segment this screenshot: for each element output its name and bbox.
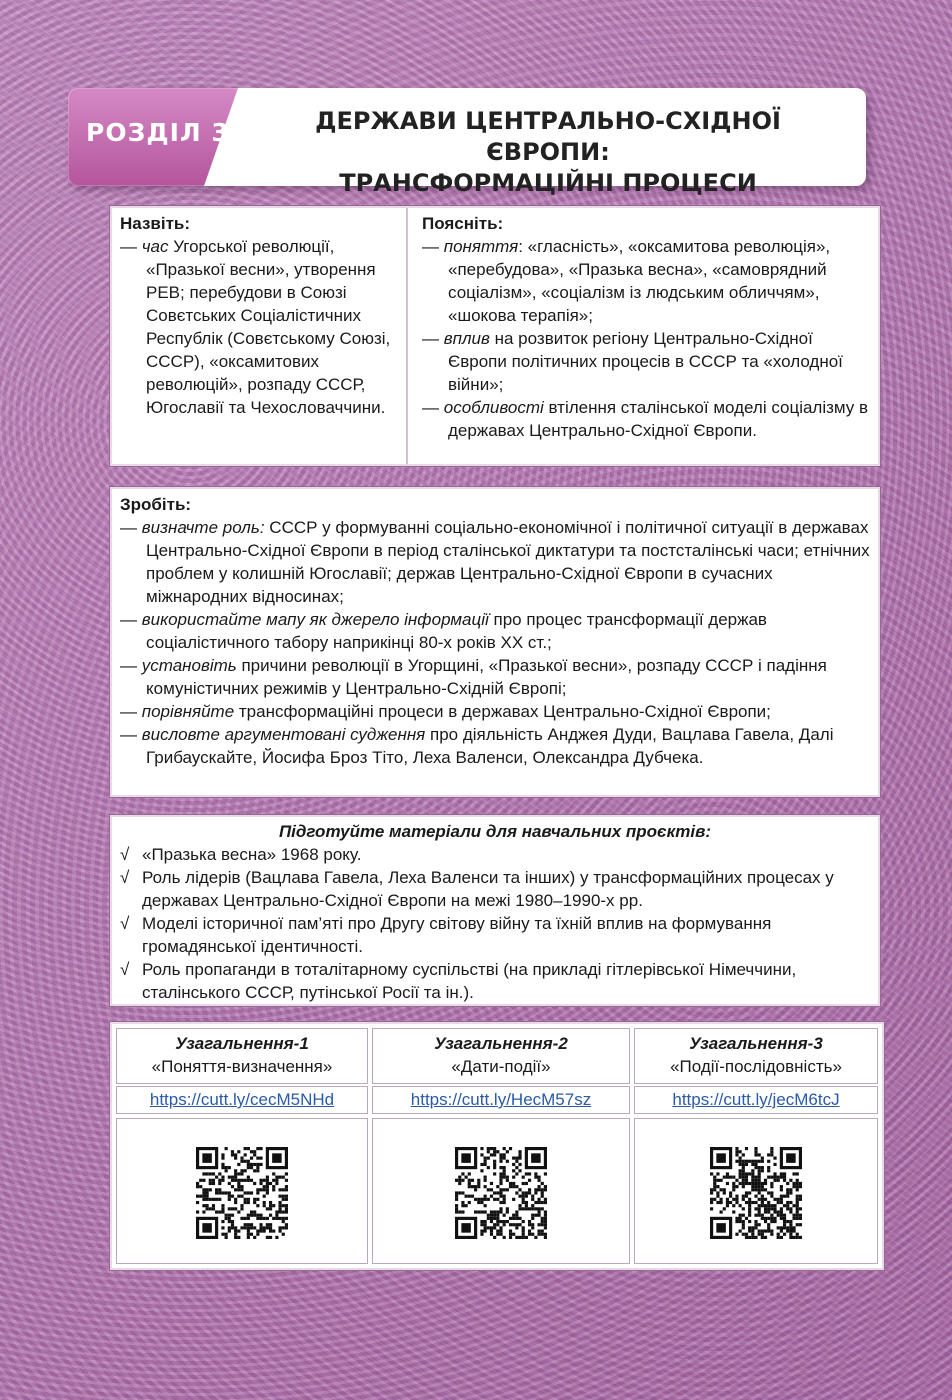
item-keyword: порівняйте xyxy=(141,702,235,721)
generalization-subtitle: «Дати-події» xyxy=(451,1057,551,1076)
generalization-3-link-cell xyxy=(634,1086,878,1114)
generalization-3-header xyxy=(634,1028,878,1084)
list-item: — установіть причини революції в Угорщині, «Празької весни», розпаду СССР і падіння комуністичних режимів у Центрально-Східній Європі; xyxy=(120,656,827,698)
generalization-1-link-cell xyxy=(116,1086,368,1114)
list-item: — висловте аргументовані судження про діяльність Анджея Дуди, Вацлава Гавела, Далі Грибаускайте, Йосифа Броз Тіто, Леха Валенси, Олександра Дубчека. xyxy=(120,725,834,767)
list-item: — час Угорської революції, «Празької весни», утворення РЕВ; перебудови в Союзі Совєтських Соціалістичних Республік (Совєтському Союзі, СССР), «оксамитових революцій», розпаду СССР, Югославії та Чехословаччини. xyxy=(120,237,391,417)
list-item xyxy=(120,912,870,958)
generalization-1-link[interactable]: https://cutt.ly/cecM5NHd xyxy=(149,1090,335,1109)
item-text: трансформаційні процеси в державах Центрально-Східної Європи; xyxy=(234,702,771,721)
item-text: про діяльність Анджея Дуди, Вацлава Гавела, Далі Грибаускайте, Йосифа Броз Тіто, Леха Валенси, Олександра Дубчека. xyxy=(146,725,834,767)
generalization-2-qr-cell xyxy=(372,1118,630,1264)
name-column xyxy=(112,208,408,464)
item-text: СССР у формуванні соціально-економічної і політичної ситуації в державах Центрально-Східної Європи в період сталінської диктатури та постсталінські часи; етнічних проблем у колишній Югославії; держав Центрально-Східної Європи в сучасних міжнародних відносинах; xyxy=(146,518,870,606)
list-item: — порівняйте трансформаційні процеси в державах Центрально-Східної Європи; xyxy=(120,702,771,721)
title-line-1: ДЕРЖАВИ ЦЕНТРАЛЬНО-СХІДНОЇ ЄВРОПИ: xyxy=(315,107,781,166)
projects-title: Підготуйте матеріали для навчальних проєктів: xyxy=(278,822,712,841)
item-text: про процес трансформації держав соціалістичного табору наприкінці 80-х років ХХ ст.; xyxy=(146,610,767,652)
check-icon: √ xyxy=(120,960,130,979)
item-text: Угорської революції, «Празької весни», утворення РЕВ; перебудови в Союзі Совєтських Соціалістичних Республік (Совєтському Союзі, СССР), «оксамитових революцій», розпаду СССР, Югославії та Чехословаччини. xyxy=(146,237,391,417)
page-title xyxy=(268,106,828,199)
list-item: — використайте мапу як джерело інформації про процес трансформації держав соціалістичного табору наприкінці 80-х років ХХ ст.; xyxy=(120,610,767,652)
list-item xyxy=(120,866,870,912)
item-keyword: установіть xyxy=(141,656,237,675)
explain-column xyxy=(414,208,878,464)
item-text: : «гласність», «оксамитова революція», «перебудова», «Празька весна», «самоврядний соціалізм», «соціалізм із людським обличчям», «шокова терапія»; xyxy=(448,237,831,325)
check-icon: √ xyxy=(120,868,130,887)
generalization-2-header xyxy=(372,1028,630,1084)
name-explain-panel xyxy=(110,206,880,466)
list-item: — поняття: «гласність», «оксамитова революція», «перебудова», «Празька весна», «самоврядний соціалізм», «соціалізм із людським обличчям», «шокова терапія»; xyxy=(422,237,831,325)
name-list xyxy=(112,235,406,419)
item-text: Роль пропаганди в тоталітарному суспільстві (на прикладі гітлерівської Німеччини, сталінського СССР, путінської Росії та ін.). xyxy=(142,960,797,1002)
generalization-table xyxy=(110,1022,884,1270)
do-title: Зробіть: xyxy=(120,495,192,514)
generalization-1-qr-cell xyxy=(116,1118,368,1264)
generalization-title: Узагальнення-3 xyxy=(689,1034,823,1053)
generalization-subtitle: «Події-послідовність» xyxy=(670,1057,842,1076)
check-icon: √ xyxy=(120,845,130,864)
qr-code-icon[interactable] xyxy=(196,1147,288,1239)
explain-list xyxy=(414,235,878,442)
item-text: втілення сталінської моделі соціалізму в державах Центрально-Східної Європи. xyxy=(448,398,869,440)
name-title: Назвіть: xyxy=(120,214,191,233)
item-text: на розвиток регіону Центрально-Східної Європи політичних процесів в СССР та «холодної війни»; xyxy=(448,329,843,394)
qr-code-icon[interactable] xyxy=(710,1147,802,1239)
item-text: Роль лідерів (Вацлава Гавела, Леха Валенси та інших) у трансформаційних процесах у державах Центрально-Східної Європи на межі 1980–1990-х рр. xyxy=(142,868,834,910)
item-keyword: висловте аргументовані судження xyxy=(141,725,426,744)
item-keyword: особливості xyxy=(443,398,544,417)
list-item: — вплив на розвиток регіону Центрально-Східної Європи політичних процесів в СССР та «холодної війни»; xyxy=(422,329,843,394)
item-keyword: вплив xyxy=(443,329,490,348)
generalization-1-header xyxy=(116,1028,368,1084)
do-list xyxy=(112,516,878,769)
explain-title: Поясніть: xyxy=(422,214,504,233)
item-text: Моделі історичної пам’яті про Другу світову війну та їхній вплив на формування громадянської ідентичності. xyxy=(142,914,772,956)
projects-panel xyxy=(110,815,880,1006)
do-panel xyxy=(110,487,880,797)
item-keyword: використайте мапу як джерело інформації xyxy=(141,610,489,629)
generalization-2-link-cell xyxy=(372,1086,630,1114)
list-item: — особливості втілення сталінської моделі соціалізму в державах Центрально-Східної Європи. xyxy=(422,398,869,440)
item-keyword: поняття xyxy=(443,237,519,256)
chapter-label: РОЗДІЛ 3 xyxy=(86,118,230,147)
item-keyword: визначте роль: xyxy=(141,518,265,537)
chapter-header xyxy=(68,88,866,197)
generalization-title: Узагальнення-2 xyxy=(434,1034,568,1053)
list-item: — визначте роль: СССР у формуванні соціально-економічної і політичної ситуації в державах Центрально-Східної Європи в період сталінської диктатури та постсталінські часи; етнічних проблем у колишній Югославії; держав Центрально-Східної Європи в сучасних міжнародних відносинах; xyxy=(120,518,870,606)
check-icon: √ xyxy=(120,914,130,933)
generalization-2-link[interactable]: https://cutt.ly/HecM57sz xyxy=(410,1090,592,1109)
generalization-title: Узагальнення-1 xyxy=(175,1034,309,1053)
item-text: «Празька весна» 1968 року. xyxy=(142,845,362,864)
list-item xyxy=(120,843,870,866)
item-keyword: час xyxy=(141,237,169,256)
qr-code-icon[interactable] xyxy=(455,1147,547,1239)
generalization-subtitle: «Поняття-визначення» xyxy=(151,1057,333,1076)
generalization-3-qr-cell xyxy=(634,1118,878,1264)
title-line-2: ТРАНСФОРМАЦІЙНІ ПРОЦЕСИ xyxy=(339,169,757,197)
generalization-3-link[interactable]: https://cutt.ly/jecM6tcJ xyxy=(672,1090,840,1109)
list-item xyxy=(120,958,870,1004)
projects-list xyxy=(112,843,878,1004)
item-text: причини революції в Угорщині, «Празької весни», розпаду СССР і падіння комуністичних режимів у Центрально-Східній Європі; xyxy=(146,656,827,698)
